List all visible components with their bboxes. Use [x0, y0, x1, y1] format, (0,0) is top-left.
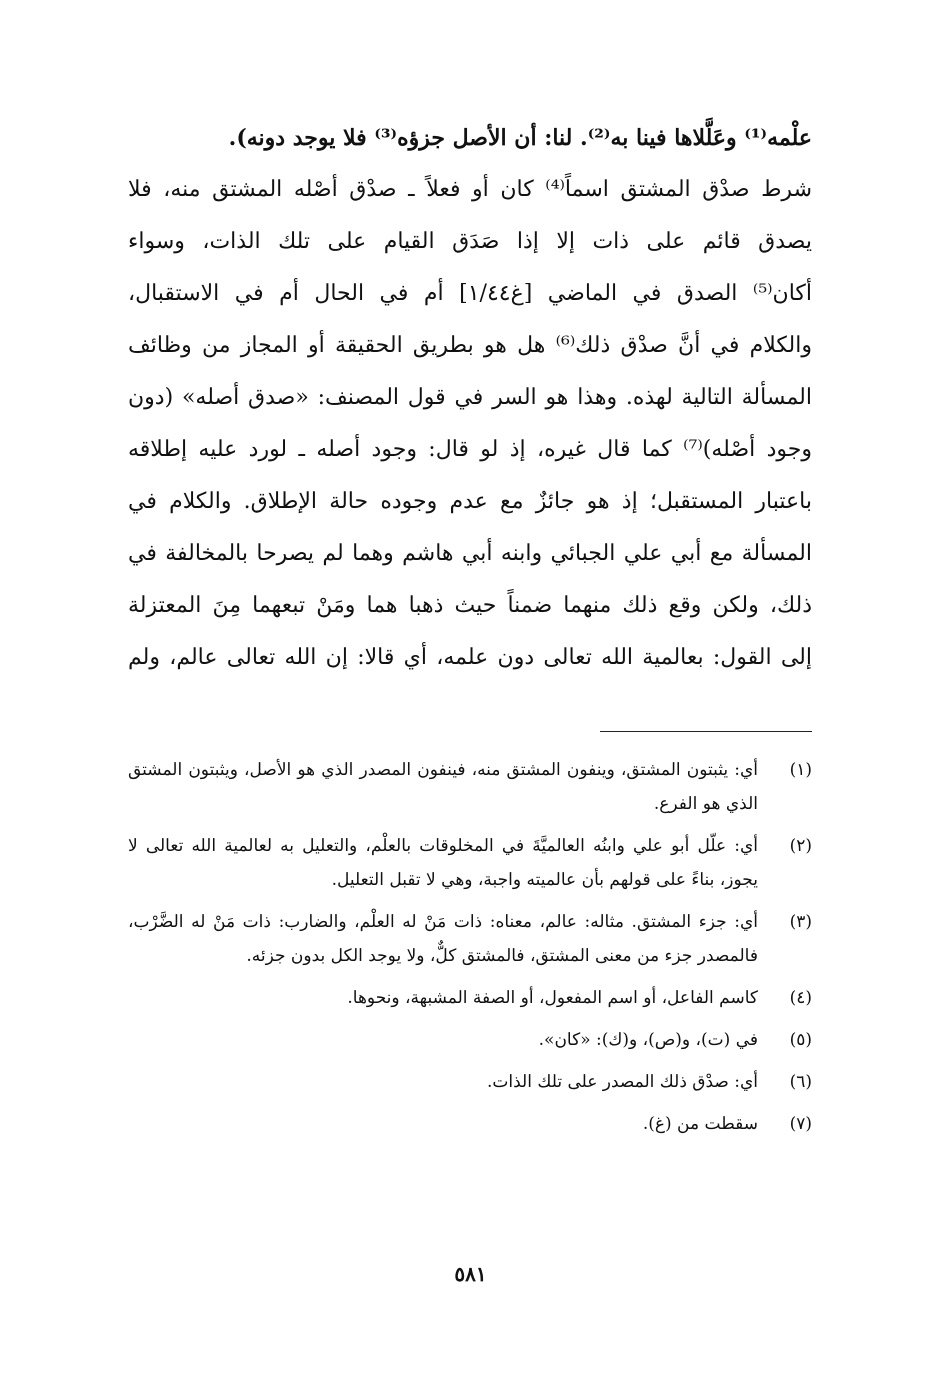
text-line: وجود أصْله)⁽⁷⁾ كما قال غيره، إذ لو قال: وجود أصله ـ لورد عليه إطلاقه: [128, 437, 812, 462]
footnote: [128, 981, 812, 1015]
text-line: المسألة مع أبي علي الجبائي وابنه أبي هاشم وهما لم يصرحا بالمخالفة في: [128, 541, 812, 566]
page-number: ٥٨١: [454, 1262, 487, 1286]
footnote: [128, 1023, 812, 1057]
text-line: أكان⁽⁵⁾ الصدق في الماضي [غ١/٤٤] أم في الحال أم في الاستقبال،: [128, 281, 812, 306]
footnote-text: في (ت)، و(ص)، و(ك): «كان».: [538, 1030, 758, 1050]
footnote-number: (٤): [789, 988, 812, 1008]
text-line: شرط صدْق المشتق اسماً⁽⁴⁾ كان أو فعلاً ـ صدْق أصْله المشتق منه، فلا: [128, 177, 813, 202]
footnote-number: (١): [789, 760, 812, 780]
text-line: يصدق قائم على ذات إلا إذا صَدَق القيام على تلك الذات، وسواء: [128, 229, 812, 254]
text-line: إلى القول: بعالمية الله تعالى دون علمه، أي قالا: إن الله تعالى عالم، ولم: [128, 645, 812, 670]
footnote-number: (٣): [789, 912, 812, 932]
footnote-number: (٧): [789, 1114, 812, 1134]
footnote-number: (٥): [789, 1030, 812, 1050]
main-text: [128, 112, 812, 684]
footnotes: [128, 753, 812, 1149]
text-line: باعتبار المستقبل؛ إذ هو جائزٌ مع عدم وجوده حالة الإطلاق. والكلام في: [128, 489, 812, 514]
text-line: والكلام في أنَّ صدْق ذلك⁽⁶⁾ هل هو بطريق الحقيقة أو المجاز من وظائف: [128, 333, 812, 358]
footnote-number: (٢): [789, 836, 812, 856]
footnote-text: سقطت من (غ).: [642, 1114, 758, 1134]
footnote: [128, 1107, 812, 1141]
footnote-number: (٦): [789, 1072, 812, 1092]
footnote-text: أي: يثبتون المشتق، وينفون المشتق منه، فينفون المصدر الذي هو الأصل، ويثبتون المشتق الذي هو الفرع.: [128, 760, 758, 814]
footnote-text: أي: صدْق ذلك المصدر على تلك الذات.: [487, 1072, 758, 1092]
text-line: علْمه⁽¹⁾ وعَلَّلاها فينا به⁽²⁾. لنا: أن الأصل جزؤه⁽³⁾ فلا يوجد دونه).: [228, 125, 812, 151]
footnote: [128, 753, 812, 821]
footnote: [128, 1065, 812, 1099]
footnote: [128, 829, 812, 897]
text-line: ذلك، ولكن وقع ذلك منهما ضمناً حيث ذهبا هما ومَنْ تبعهما مِنَ المعتزلة: [128, 593, 812, 618]
footnote-text: أي: علّل أبو علي وابنُه العالميَّةَ في المخلوقات بالعلْم، والتعليل به لعالمية الله تعالى لا يجوز، بناءً على قولهم بأن عالميته واجبة، وهي لا تقبل التعليل.: [128, 836, 758, 890]
footnote-text: أي: جزء المشتق. مثاله: عالم، معناه: ذات مَنْ له العلْم، والضارب: ذات مَنْ له الضَّرْب، فالمصدر جزء من معنى المشتق، فالمشتق كلٌّ، ولا يوجد الكل بدون جزئه.: [128, 912, 758, 966]
footnote-text: كاسم الفاعل، أو اسم المفعول، أو الصفة المشبهة، ونحوها.: [347, 988, 758, 1008]
footnote-divider: [600, 731, 812, 732]
footnote: [128, 905, 812, 973]
text-line: المسألة التالية لهذه. وهذا هو السر في قول المصنف: «صدق أصله» (دون: [128, 385, 812, 410]
